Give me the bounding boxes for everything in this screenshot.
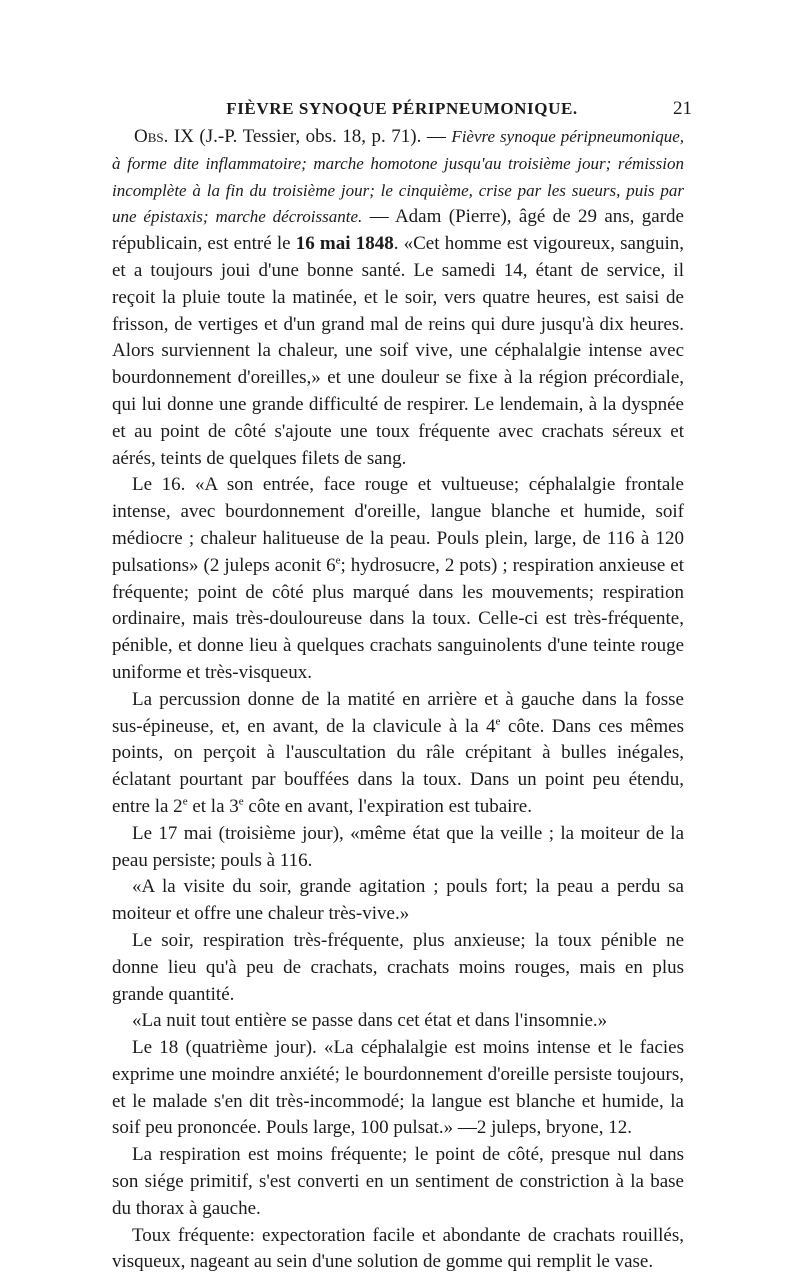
paragraph-respiration: La respiration est moins fréquente; le point de côté, presque nul dans son siége primitif, s'est converti en un sentiment de constriction à la base du thorax à gauche. xyxy=(112,1144,684,1219)
running-title: FIÈVRE SYNOQUE PÉRIPNEUMONIQUE. xyxy=(226,99,578,118)
entry-date: 16 mai 1848 xyxy=(295,233,394,255)
running-head xyxy=(112,94,692,124)
paragraph-percussion-part-2: côte. Dans ces mêmes points, on perçoit à l'auscultation du râle crépitant à bulles inégales, éclatant pourtant par bouffées dans la toux. Dans un point peu étendu, entre la 2 xyxy=(112,715,684,817)
superscript-e: e xyxy=(495,715,501,728)
paragraph-percussion-part-1: La percussion donne de la matité en arrière et à gauche dans la fosse sus-épineuse, et, en avant, de la clavicule à la 4 xyxy=(112,688,684,737)
page-number: 21 xyxy=(673,98,692,119)
paragraph-observation xyxy=(112,124,684,472)
superscript-e: e xyxy=(335,554,341,567)
observation-label: Obs. IX xyxy=(134,126,194,147)
paragraph-percussion-part-3: et la 3 xyxy=(187,795,239,817)
paragraph-day-16-part-2: ; hydrosucre, 2 pots) ; respiration anxieuse et fréquente; point de côté plus marqué dans les mouvements; respiration ordinaire, mais très-douloureuse dans la toux. Celle-ci est très-fréquente, pénible, et donne lieu à quelques crachats sanguinolents d'une teinte rouge uniforme et très-visqueux. xyxy=(112,554,684,683)
paragraph-day-16 xyxy=(112,472,684,686)
paragraph-evening: Le soir, respiration très-fréquente, plus anxieuse; la toux pénible ne donne lieu qu'à peu de crachats, crachats moins rouges, mais en plus grande quantité. xyxy=(112,929,684,1005)
paragraph-night: «La nuit tout entière se passe dans cet état et dans l'insomnie.» xyxy=(132,1010,608,1032)
superscript-e: e xyxy=(182,795,188,808)
observation-intro: — Adam (Pierre), âgé de 29 ans, garde républicain, est entré le xyxy=(112,206,684,255)
observation-intro-rest: . «Cet homme est vigoureux, sanguin, et a toujours joui d'une bonne santé. Le samedi 14, étant de service, il reçoit la pluie toute la matinée, et le soir, vers quatre heures, est saisi de frisson, de vertiges et d'un grand mal de reins qui dure jusqu'à dix heures. Alors surviennent la chaleur, une soif vive, une céphalalgie intense avec bourdonnement d'oreilles,» et une douleur se fixe à la région précordiale, qui lui donne une grande difficulté de respirer. Le lendemain, à la dyspnée et au point de côté s'ajoute une toux fréquente avec crachats séreux et aérés, teints de quelques filets de sang. xyxy=(112,233,684,469)
superscript-e: e xyxy=(238,795,244,808)
paragraph-cough: Toux fréquente: expectoration facile et abondante de crachats rouillés, visqueux, nageant au sein d'une solution de gomme qui remplit le vase. xyxy=(112,1224,684,1273)
paragraph-day-18: Le 18 (quatrième jour). «La céphalalgie est moins intense et le facies exprime une moindre anxiété; le bourdonnement d'oreille persiste toujours, et le malade s'en dit très-incommodé; la langue est blanche et humide, la soif peu prononcée. Pouls large, 100 pulsat.» —2 juleps, bryone, 12. xyxy=(112,1037,684,1139)
observation-summary: Fièvre synoque péripneumonique, à forme dite inflammatoire; marche homotone jusqu'au troisième jour; rémission incomplète à la fin du troisième jour; le cinquième, crise par les sueurs, puis par une épistaxis; marche décroissante. xyxy=(112,127,684,227)
paragraph-day-17: Le 17 mai (troisième jour), «même état que la veille ; la moiteur de la peau persiste; pouls à 116. xyxy=(112,822,684,871)
body-text xyxy=(112,124,684,1276)
paragraph-day-16-part-1: Le 16. «A son entrée, face rouge et vultueuse; céphalalgie frontale intense, avec bourdonnement d'oreille, langue blanche et humide, soif médiocre ; chaleur halitueuse de la peau. Pouls plein, large, de 116 à 120 pulsations» (2 juleps aconit 6 xyxy=(112,474,684,576)
paragraph-evening-visit: «A la visite du soir, grande agitation ; pouls fort; la peau a perdu sa moiteur et offre une chaleur très-vive.» xyxy=(112,876,684,925)
paragraph-percussion-part-4: côte en avant, l'expiration est tubaire. xyxy=(243,795,532,817)
paragraph-percussion xyxy=(112,687,684,821)
observation-source: (J.-P. Tessier, obs. 18, p. 71). — xyxy=(193,126,452,147)
